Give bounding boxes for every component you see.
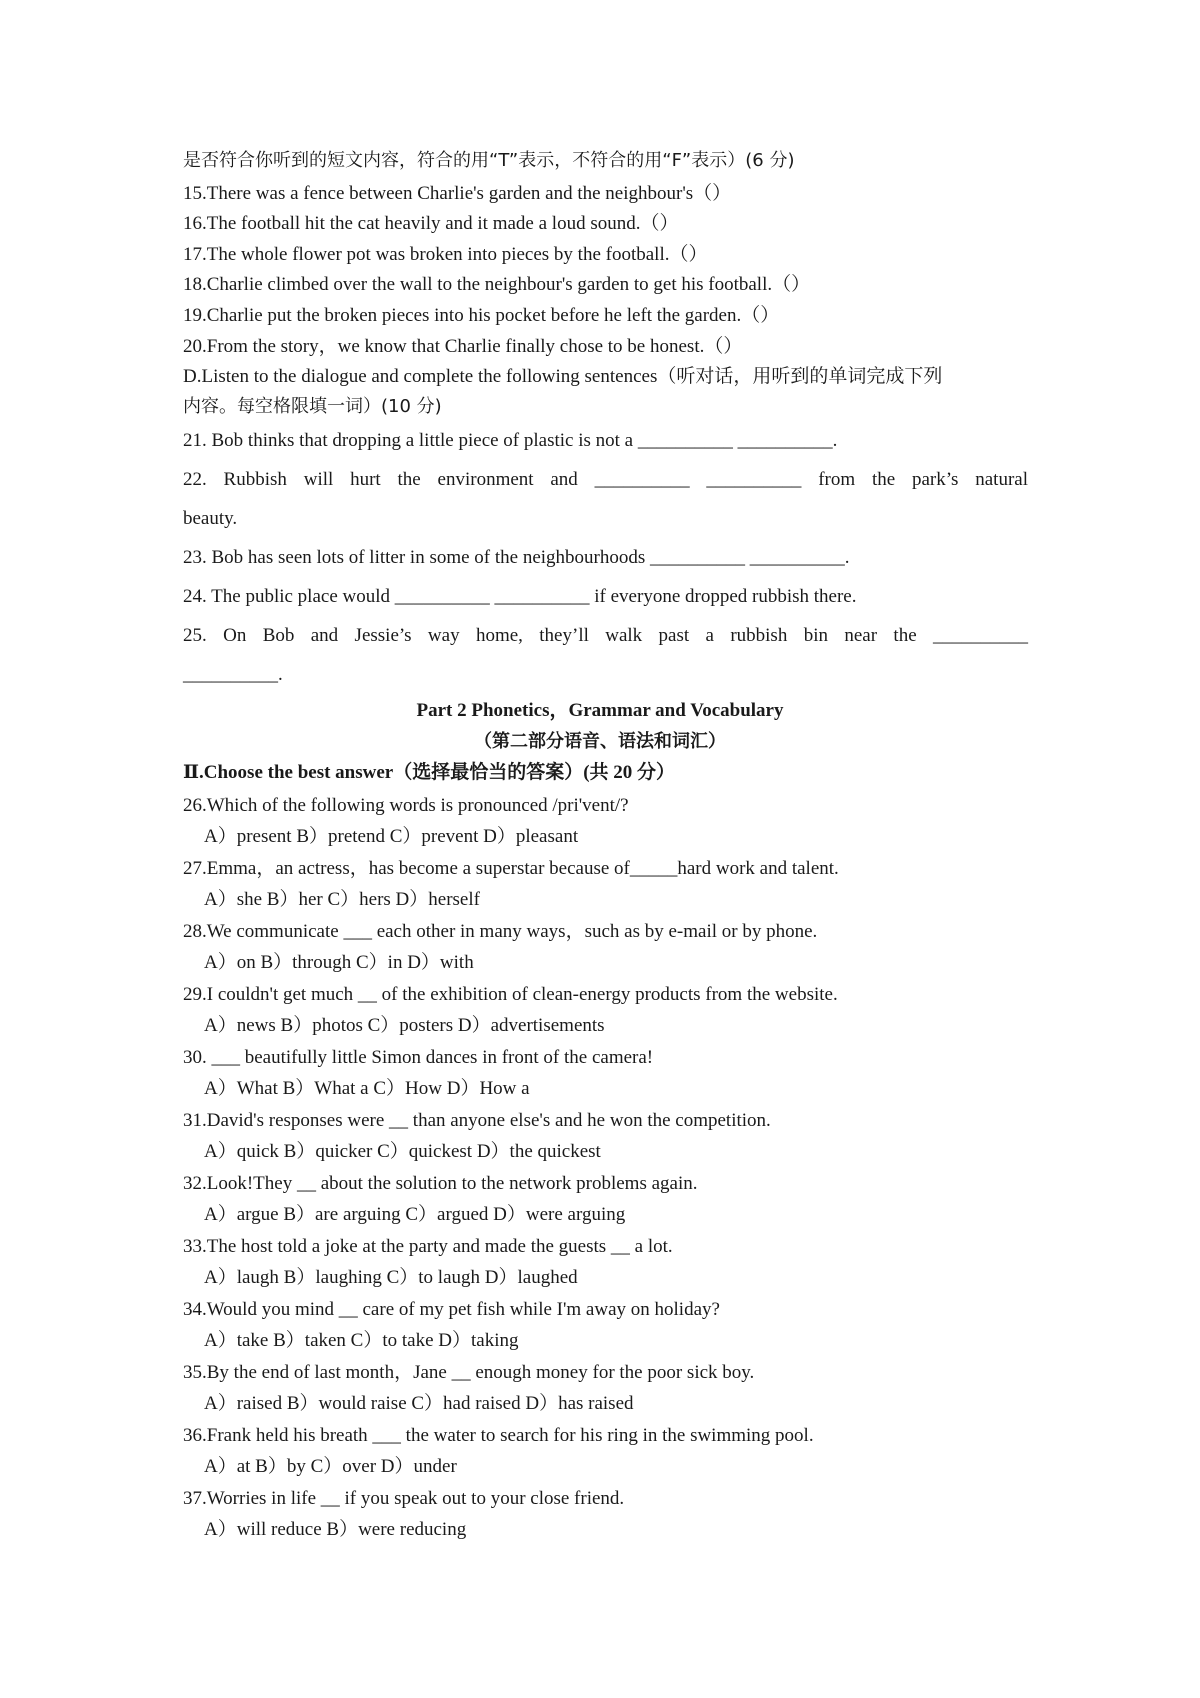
mc-question: 29.I couldn't get much __ of the exhibition of clean-energy products from the website. [183, 984, 838, 1005]
fill-question-24: 24. The public place would __________ __________ if everyone dropped rubbish there. [183, 586, 857, 607]
section-d-instruction-line2: 内容。每空格限填一词）(10 分) [183, 396, 442, 417]
mc-options: A）laugh B）laughing C）to laugh D）laughed [204, 1267, 578, 1288]
mc-question: 30. ___ beautifully little Simon dances in front of the camera! [183, 1047, 654, 1068]
tf-item-20: 20.From the story，we know that Charlie finally chose to be honest.（） [183, 336, 743, 357]
mc-question: 27.Emma，an actress，has become a superstar because of_____hard work and talent. [183, 858, 839, 879]
section-c-instruction: 是否符合你听到的短文内容，符合的用“T”表示，不符合的用“F”表示）(6 分) [183, 150, 795, 171]
mc-options: A）at B）by C）over D）under [204, 1456, 457, 1477]
mc-options: A）quick B）quicker C）quickest D）the quickest [204, 1141, 601, 1162]
section-ii-heading: Ⅱ.Choose the best answer（选择最恰当的答案）(共 20 分） [183, 762, 676, 783]
mc-question: 31.David's responses were __ than anyone else's and he won the competition. [183, 1110, 771, 1131]
fill-question-25-line2: __________. [183, 664, 283, 685]
part2-title: Part 2 Phonetics，Grammar and Vocabulary [416, 700, 784, 721]
tf-item-18: 18.Charlie climbed over the wall to the neighbour's garden to get his football.（） [183, 274, 811, 295]
mc-options: A）present B）pretend C）prevent D）pleasant [204, 826, 579, 847]
mc-question: 28.We communicate ___ each other in many ways，such as by e-mail or by phone. [183, 921, 818, 942]
mc-question: 26.Which of the following words is pronounced /pri'vent/? [183, 795, 629, 816]
part2-title-cn: （第二部分语音、语法和词汇） [474, 731, 726, 752]
mc-options: A）she B）her C）hers D）herself [204, 889, 480, 910]
mc-question: 32.Look!They __ about the solution to the network problems again. [183, 1173, 698, 1194]
fill-question-25-line1: 25. On Bob and Jessie’s way home, they’ll walk past a rubbish bin near the __________ [183, 625, 1028, 646]
mc-question: 37.Worries in life __ if you speak out to your close friend. [183, 1488, 625, 1509]
fill-question-22-line2: beauty. [183, 508, 238, 529]
mc-options: A）on B）through C）in D）with [204, 952, 474, 973]
fill-question-21: 21. Bob thinks that dropping a little piece of plastic is not a __________ __________. [183, 430, 838, 451]
mc-question: 33.The host told a joke at the party and made the guests __ a lot. [183, 1236, 673, 1257]
tf-item-19: 19.Charlie put the broken pieces into his pocket before he left the garden.（） [183, 305, 780, 326]
section-d-instruction-line1: D.Listen to the dialogue and complete the following sentences（听对话，用听到的单词完成下列 [183, 366, 943, 387]
tf-item-17: 17.The whole flower pot was broken into pieces by the football.（） [183, 244, 708, 265]
mc-options: A）take B）taken C）to take D）taking [204, 1330, 519, 1351]
mc-options: A）What B）What a C）How D）How a [204, 1078, 530, 1099]
mc-options: A）news B）photos C）posters D）advertisements [204, 1015, 605, 1036]
fill-question-22-line1: 22. Rubbish will hurt the environment and __________ __________ from the park’s natural [183, 469, 1028, 490]
mc-options: A）will reduce B）were reducing [204, 1519, 467, 1540]
mc-question: 35.By the end of last month，Jane __ enough money for the poor sick boy. [183, 1362, 755, 1383]
tf-item-15: 15.There was a fence between Charlie's garden and the neighbour's（） [183, 183, 732, 204]
mc-question: 34.Would you mind __ care of my pet fish while I'm away on holiday? [183, 1299, 720, 1320]
fill-question-23: 23. Bob has seen lots of litter in some of the neighbourhoods __________ __________. [183, 547, 850, 568]
mc-question: 36.Frank held his breath ___ the water to search for his ring in the swimming pool. [183, 1425, 814, 1446]
mc-options: A）raised B）would raise C）had raised D）has raised [204, 1393, 634, 1414]
mc-options: A）argue B）are arguing C）argued D）were arguing [204, 1204, 626, 1225]
tf-item-16: 16.The football hit the cat heavily and it made a loud sound.（） [183, 213, 679, 234]
